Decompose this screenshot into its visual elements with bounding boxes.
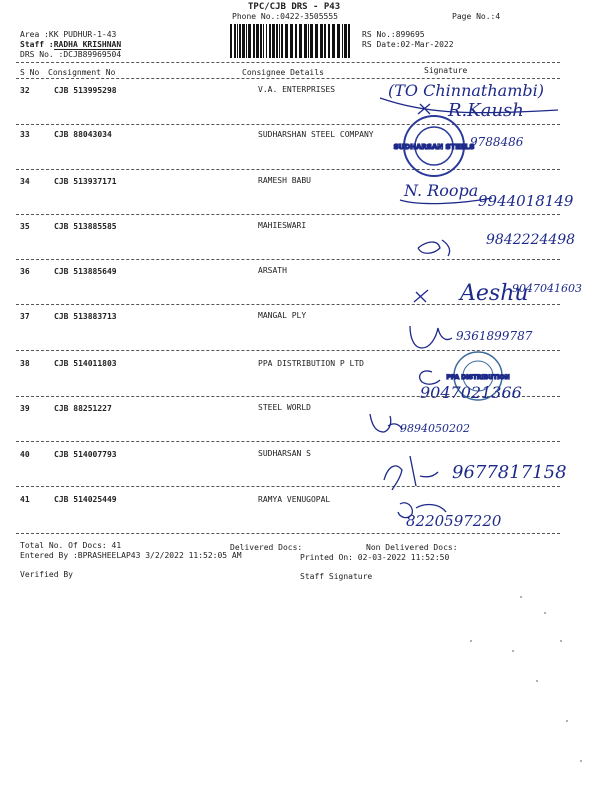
row-consignment: CJB 513995298 [54, 86, 117, 95]
barcode-bar [230, 24, 232, 58]
printed-on: Printed On: 02-03-2022 11:52:50 [300, 553, 450, 562]
verified-by: Verified By [20, 570, 73, 579]
row-consignment: CJB 513883713 [54, 312, 117, 321]
signature-row-35 [418, 232, 575, 256]
handwritten-number: 9047041603 [512, 282, 582, 295]
barcode-bar [269, 24, 271, 58]
row-sno: 33 [20, 130, 30, 139]
scan-speck [560, 640, 562, 642]
handwritten-signature: R.Kaush [448, 100, 524, 121]
signature-row-41 [398, 503, 502, 530]
col-sno: S No [20, 68, 40, 77]
row-divider [16, 486, 560, 487]
barcode-bar [295, 24, 297, 58]
row-consignee: RAMESH BABU [258, 176, 311, 185]
barcode-bar [279, 24, 280, 58]
col-consignee: Consignee Details [242, 68, 324, 77]
barcode-bar [337, 24, 340, 58]
row-sno: 37 [20, 312, 30, 321]
barcode-bar [239, 24, 241, 58]
barcode-bar [266, 24, 267, 58]
area-label: Area :KK PUDHUR-1-43 [20, 30, 117, 39]
row-divider [16, 533, 560, 534]
col-signature: Signature [424, 66, 468, 75]
delivered-docs: Delivered Docs: [230, 543, 303, 552]
row-divider [16, 124, 560, 125]
barcode-bar [276, 24, 278, 58]
row-consignee: RAMYA VENUGOPAL [258, 495, 331, 504]
row-sno: 34 [20, 177, 30, 186]
row-consignment: CJB 88251227 [54, 404, 112, 413]
row-consignee: MANGAL PLY [258, 311, 307, 320]
barcode-bar [328, 24, 330, 58]
row-consignee: MAHIESWARI [258, 221, 307, 230]
scan-speck [566, 720, 568, 722]
barcode-bar [248, 24, 251, 58]
row-consignment: CJB 88043034 [54, 130, 112, 139]
row-sno: 41 [20, 495, 30, 504]
signature-row-36 [414, 281, 582, 306]
handwritten-number: 9047021366 [420, 383, 522, 402]
row-divider [16, 304, 560, 305]
signature-row-34 [400, 181, 574, 210]
row-consignee: PPA DISTRIBUTION P LTD [258, 359, 364, 368]
row-divider [16, 396, 560, 397]
entered-by: Entered By :BPRASHEELAP43 3/2/2022 11:52:05 AM [20, 551, 242, 560]
row-consignment: CJB 513885649 [54, 267, 117, 276]
row-consignee: SUDHARSHAN STEEL COMPANY [258, 130, 374, 139]
barcode-bar [304, 24, 307, 58]
row-consignee: V.A. ENTERPRISES [258, 85, 336, 94]
scan-speck [520, 596, 522, 598]
barcode-bar [332, 24, 335, 58]
round-stamp-sudharsan [394, 116, 524, 176]
barcode-bar [299, 24, 302, 58]
stamp-text: PPA DISTRIBUTION [446, 374, 510, 381]
rs-date: RS Date:02-Mar-2022 [362, 40, 454, 49]
barcode-bar [272, 24, 275, 58]
scan-speck [580, 760, 582, 762]
row-consignee: ARSATH [258, 266, 287, 275]
scan-speck [536, 680, 538, 682]
barcode-bar [310, 24, 313, 58]
drs-number: DRS No. :DCJB89969504 [20, 50, 122, 59]
signature-row-39 [370, 414, 470, 435]
columns-divider [16, 78, 560, 79]
handwritten-number: 8220597220 [406, 512, 502, 530]
row-consignment: CJB 514011803 [54, 359, 117, 368]
non-delivered-docs: Non Delivered Docs: [366, 543, 458, 552]
row-consignment: CJB 514007793 [54, 450, 117, 459]
barcode-bar [234, 24, 236, 58]
barcode-bar [260, 24, 262, 58]
barcode-bar [285, 24, 288, 58]
barcode-bar [253, 24, 255, 58]
row-sno: 38 [20, 359, 30, 368]
barcode-bar [320, 24, 323, 58]
handwritten-number: 9788486 [470, 135, 524, 149]
row-divider [16, 441, 560, 442]
barcode-bar [281, 24, 283, 58]
row-divider [16, 169, 560, 170]
handwritten-number: 9842224498 [486, 232, 576, 248]
row-consignee: SUDHARSAN S [258, 449, 311, 458]
row-sno: 36 [20, 267, 30, 276]
row-consignment: CJB 514025449 [54, 495, 117, 504]
barcode-bar [308, 24, 309, 58]
scan-speck [544, 612, 546, 614]
barcode-bar [290, 24, 293, 58]
handwritten-signature: N. Roopa [404, 181, 479, 200]
signature-row-37 [410, 326, 533, 348]
rs-number: RS No.:899695 [362, 30, 425, 39]
barcode-bar [324, 24, 326, 58]
barcode-bar [344, 24, 347, 58]
page-number: Page No.:4 [452, 12, 501, 21]
barcode-bar [242, 24, 245, 58]
barcode-bar [237, 24, 238, 58]
phone-number: Phone No.:0422-3505555 [232, 12, 338, 21]
signature-row-38 [420, 371, 522, 402]
scan-speck [470, 640, 472, 642]
barcode-image [228, 24, 356, 60]
barcode-bar [263, 24, 264, 58]
row-consignee: STEEL WORLD [258, 403, 311, 412]
handwritten-signature: Aeshu [460, 281, 529, 306]
barcode-bar [348, 24, 350, 58]
row-divider [16, 214, 560, 215]
row-sno: 35 [20, 222, 30, 231]
handwritten-number: 9944018149 [478, 192, 574, 210]
handwritten-number: 9894050202 [400, 422, 470, 435]
barcode-bar [256, 24, 259, 58]
row-sno: 32 [20, 86, 30, 95]
barcode-bar [315, 24, 318, 58]
staff-name: RADHA KRISHNAN [53, 40, 122, 49]
barcode-bar [342, 24, 343, 58]
total-docs: Total No. Of Docs: 41 [20, 541, 122, 550]
handwritten-recipient-note: (TO Chinnathambi) [388, 81, 544, 100]
stamp-text: SUDHARSAN STEELS [393, 143, 475, 151]
report-title: TPC/CJB DRS - P43 [248, 2, 341, 12]
row-sno: 39 [20, 404, 30, 413]
signature-row-32 [380, 81, 558, 121]
staff-label: Staff : [20, 40, 54, 49]
row-divider [16, 350, 560, 351]
handwritten-number: 9361899787 [456, 329, 533, 343]
row-sno: 40 [20, 450, 30, 459]
staff-row [20, 40, 121, 50]
row-consignment: CJB 513937171 [54, 177, 117, 186]
header-divider [16, 62, 560, 63]
scan-speck [512, 650, 514, 652]
handwritten-number: 9677817158 [452, 462, 567, 483]
staff-signature-label: Staff Signature [300, 572, 373, 581]
col-consignment: Consignment No [48, 68, 116, 77]
row-divider [16, 259, 560, 260]
round-stamp-ppa [446, 352, 509, 400]
row-consignment: CJB 513885585 [54, 222, 117, 231]
barcode-bar [246, 24, 247, 58]
signature-row-40 [384, 456, 567, 490]
